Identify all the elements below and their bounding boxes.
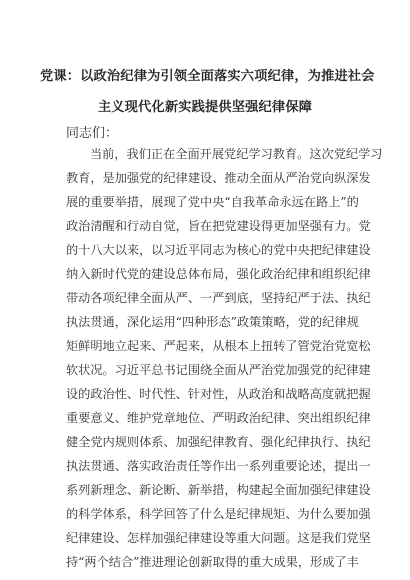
body-paragraph-line: 重要意义、维护党章地位、严明政治纪律、突出组织纪律: [66, 411, 371, 425]
body-paragraph-line: 纳入新时代党的建设总体布局，强化政治纪律和组织纪律: [66, 267, 371, 281]
body-paragraph-line: 政治清醒和行动自觉，旨在把党建设得更加坚强有力。党: [66, 219, 371, 233]
body-paragraph-line: 健全党内规则体系、加强纪律教育、强化纪律执行、执纪: [66, 435, 371, 449]
salutation: 同志们：: [66, 126, 119, 141]
body-paragraph-line: 软状况。习近平总书记围绕全面从严治党加强党的纪律建: [66, 363, 371, 377]
body-paragraph-line: 的十八大以来，以习近平同志为核心的党中央把纪律建设: [66, 243, 371, 257]
body-paragraph-line: 系列新理念、新论断、新举措，构建起全面加强纪律建设: [66, 483, 371, 497]
body-paragraph-line: 执法贯通、落实政治责任等作出一系列重要论述，提出一: [66, 459, 371, 473]
body-paragraph-line: 纪律建设、怎样加强纪律建设等重大问题。这是我们党坚: [66, 531, 371, 545]
body-paragraph-line: 执法贯通，深化运用“四种形态”政策策略，党的纪律规: [66, 315, 359, 329]
body-paragraph-line: 教育，是加强党的纪律建设、推动全面从严治党向纵深发: [66, 171, 371, 185]
body-paragraph-line: 的科学体系，科学回答了什么是纪律规矩、为什么要加强: [66, 507, 371, 521]
body-paragraph-line: 设的政治性、时代性、针对性，从政治和战略高度就把握: [66, 387, 371, 401]
body-paragraph-line: 矩鲜明地立起来、严起来，从根本上扭转了管党治党宽松: [66, 339, 371, 353]
body-paragraph-line: 带动各项纪律全面从严、一严到底，坚持纪严于法、执纪: [66, 291, 371, 305]
document-title-line-1: 党课：以政治纪律为引领全面落实六项纪律，为推进社会: [40, 69, 375, 84]
body-paragraph-line: 持“两个结合”推进理论创新取得的重大成果，形成了丰: [66, 555, 359, 569]
body-paragraph-line: 展的重要举措，展现了党中央“自我革命永远在路上”的: [66, 195, 359, 209]
document-title-line-2: 主义现代化新实践提供坚强纪律保障: [97, 100, 313, 115]
body-paragraph-line: 当前，我们正在全面开展党纪学习教育。这次党纪学习: [90, 147, 383, 161]
